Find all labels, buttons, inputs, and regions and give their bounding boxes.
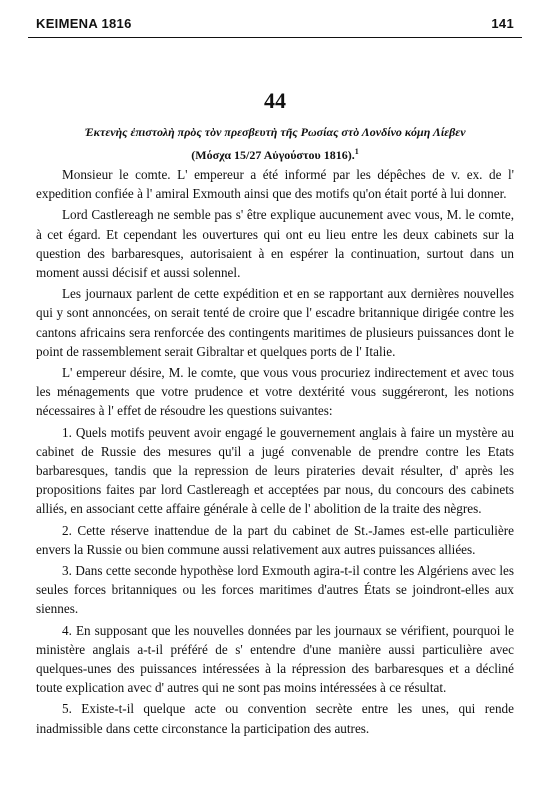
heading-date: (Μόσχα 15/27 Αὐγούστου 1816). (191, 148, 355, 162)
running-head-title: KEIMENA 1816 (36, 16, 132, 31)
paragraph: 2. Cette réserve inattendue de la part du cabinet de St.-James est-elle particulière envers la Russie ou bien commune aussi relativement aux autres puissances alliées. (36, 522, 514, 557)
heading-line-2 (36, 142, 514, 165)
document-heading (36, 122, 514, 165)
heading-line-1: Ἐκτενὴς ἐπιστολὴ πρὸς τὸν πρεσβευτὴ τῆς Ρωσίας στὸ Λονδίνο κόμη Λίεβεν (84, 125, 466, 139)
paragraph: 1. Quels motifs peuvent avoir engagé le gouvernement anglais à faire un mystère au cabinet de Russie des mesures qu'il a jugé convenable de prendre contre les Etats barbaresques, tandis que la repression de leurs pirateries devait résulter, d' après les propositions faites par lord Castlereagh et acceptées par nous, du concours des cabinets alliés, en associant cette affaire générale à celle de l' abolition de la traite des nègres. (36, 424, 514, 517)
paragraph: Les journaux parlent de cette expédition et en se rapportant aux dernières nouvelles qui y sont annoncées, on serait tenté de croire que l' escadre britannique dirigée contre les cantons africains sera renforcée des contingents maritimes de plusieurs puissances dont le point de rassemblement serait Gibraltar et quelques ports de l' Italie. (36, 286, 514, 359)
paragraph: L' empereur désire, M. le comte, que vous vous procuriez indirectement et avec tous les ménagements que votre prudence et votre dextérité vous suggéreront, les notions nécessaires à l' effet de résoudre les questions suivantes: (36, 365, 514, 419)
paragraph: 3. Dans cette seconde hypothèse lord Exmouth agira-t-il contre les Algériens avec les seules forces britanniques ou les forces maritimes d'autres États se joindront-elles aux siennes. (36, 563, 514, 617)
running-head (36, 16, 514, 31)
header-rule (28, 37, 522, 38)
paragraph: 4. En supposant que les nouvelles données par les journaux se vérifient, pourquoi le ministère anglais a-t-il préféré de s' entendre d'une manière aussi particulière avec quelques-unes des puissances intéressées à la répression des barbaresques et a décliné toute explication avec d' autres qui ne sont pas moins intéressées à ce résultat. (36, 622, 514, 696)
page-number: 141 (491, 16, 514, 31)
paragraph: Lord Castlereagh ne semble pas s' être explique aucunement avec vous, M. le comte, à cet égard. Et cependant les ouvertures qui ont eu lieu entre les deux cabinets sur la question des barbaresques, autorisaient à en espérer la continuation, surtout dans un moment aussi décisif et aussi solennel. (36, 207, 514, 281)
footnote-marker: 1 (354, 147, 359, 156)
letter-body (36, 165, 514, 740)
paragraph: 5. Existe-t-il quelque acte ou convention secrète entre les unes, qui rende inadmissible dans cette circonstance la participation des autres. (36, 701, 514, 736)
paragraph: Monsieur le comte. L' empereur a été informé par les dépêches de v. ex. de l' expedition confiée à l' amiral Exmouth ainsi que des motifs qu'on était porté à lui donner. (36, 167, 514, 202)
document-number: 44 (264, 88, 286, 113)
